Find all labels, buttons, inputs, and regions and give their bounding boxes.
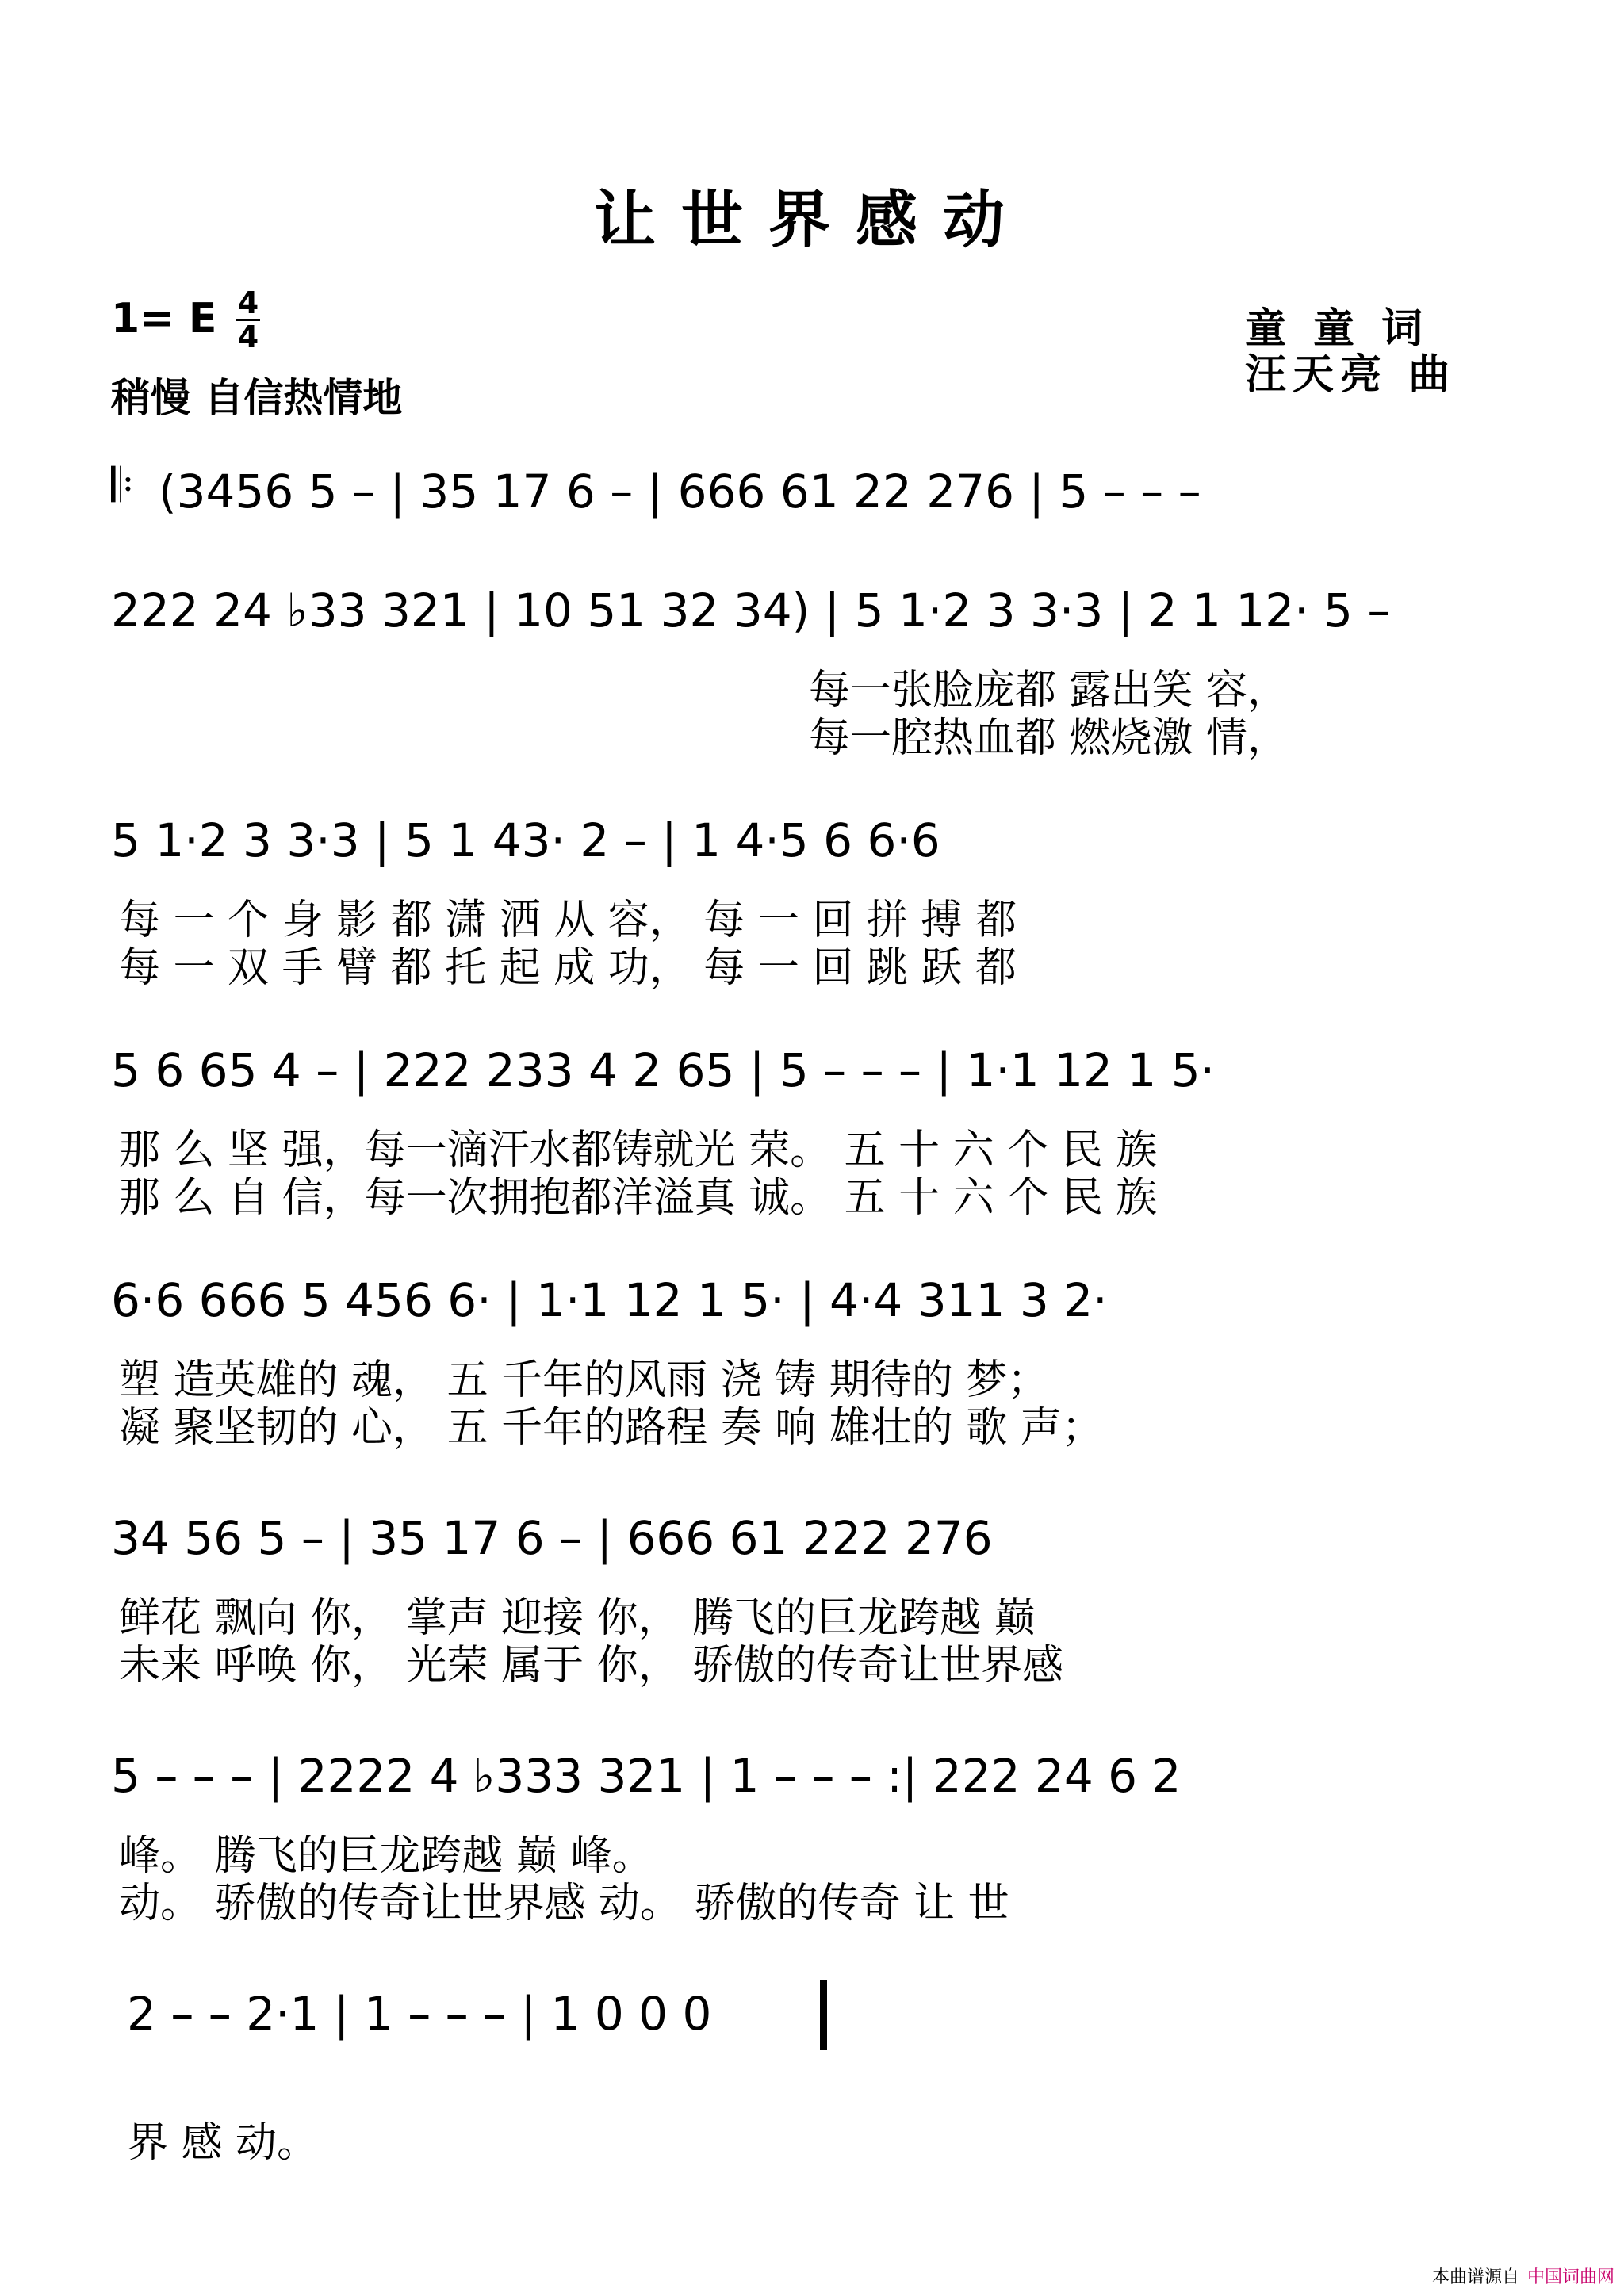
lyricist-credit: 童 童 词 bbox=[1245, 305, 1430, 353]
notation-row-4: 5 6 65 4 – | 222 233 4 2 65 | 5 – – – | 1·1 12 1 5· bbox=[111, 1043, 1216, 1097]
notation-row-1: (3456 5 – | 35 17 6 – | 666 61 22 276 | 5 – – – bbox=[159, 465, 1201, 519]
footer-source-label: 本曲谱源自 bbox=[1431, 2267, 1519, 2287]
notation-row-6: 34 56 5 – | 35 17 6 – | 666 61 222 276 bbox=[111, 1511, 993, 1565]
score-row-7 bbox=[111, 1743, 1459, 1812]
score-row-5 bbox=[111, 1267, 1459, 1337]
lyrics-row-2-verse-1: 每一张脸庞都 露出笑 容， bbox=[809, 667, 1289, 714]
time-sig-bottom: 4 bbox=[237, 320, 259, 354]
key-signature: 1= E bbox=[111, 295, 217, 342]
notation-row-5: 6·6 666 5 456 6· | 1·1 12 1 5· | 4·4 311 3 2· bbox=[111, 1273, 1108, 1327]
lyrics-row-5-verse-2: 凝 聚坚韧的 心， 五 千年的路程 奏 响 雄壮的 歌 声； bbox=[119, 1404, 1103, 1452]
score-row-8 bbox=[111, 1980, 1459, 2050]
time-signature bbox=[236, 287, 260, 353]
lyrics-row-7-verse-2: 动。 骄傲的传奇让世界感 动。 骄傲的传奇 让 世 bbox=[119, 1880, 1009, 1927]
lyrics-row-3-verse-1: 每 一 个 身 影 都 潇 洒 从 容， 每 一 回 拼 搏 都 bbox=[119, 897, 1017, 944]
final-barline bbox=[820, 1980, 827, 2050]
lyrics-row-5-verse-1: 塑 造英雄的 魂， 五 千年的风雨 浇 铸 期待的 梦； bbox=[119, 1357, 1049, 1404]
lyrics-row-4-verse-2: 那 么 自 信，每一次拥抱都洋溢真 诚。 五 十 六 个 民 族 bbox=[119, 1174, 1158, 1222]
source-footer bbox=[1432, 2263, 1614, 2288]
lyrics-row-6-verse-1: 鲜花 飘向 你， 掌声 迎接 你， 腾飞的巨龙跨越 巅 bbox=[119, 1594, 1036, 1642]
lyrics-row-3-verse-2: 每 一 双 手 臂 都 托 起 成 功， 每 一 回 跳 跃 都 bbox=[119, 944, 1017, 992]
final-lyric-line: 界 感 动。 bbox=[127, 2119, 319, 2167]
lyrics-row-6-verse-2: 未来 呼唤 你， 光荣 属于 你， 骄傲的传奇让世界感 bbox=[119, 1642, 1064, 1689]
score-row-2 bbox=[111, 577, 1459, 647]
notation-row-8: 2 – – 2·1 | 1 – – – | 1 0 0 0 bbox=[127, 1987, 712, 2041]
lyrics-row-2-verse-2: 每一腔热血都 燃烧激 情， bbox=[809, 714, 1289, 762]
composer-credit: 汪天亮 曲 bbox=[1245, 351, 1457, 399]
lyrics-row-4-verse-1: 那 么 坚 强，每一滴汗水都铸就光 荣。 五 十 六 个 民 族 bbox=[119, 1127, 1158, 1174]
song-title: 让世界感动 bbox=[593, 185, 1030, 256]
notation-row-7: 5 – – – | 2222 4 ♭333 321 | 1 – – – :| 222 24 6 2 bbox=[111, 1749, 1182, 1803]
repeat-start-sign: 𝄆 bbox=[111, 458, 134, 512]
score-row-6 bbox=[111, 1505, 1459, 1575]
lyrics-row-7-verse-1: 峰。 腾飞的巨龙跨越 巅 峰。 bbox=[119, 1832, 653, 1880]
footer-site-name: 中国词曲网 bbox=[1526, 2267, 1614, 2287]
tempo-marking: 稍慢 自信热情地 bbox=[111, 375, 403, 421]
score-row-3 bbox=[111, 807, 1459, 877]
notation-row-3: 5 1·2 3 3·3 | 5 1 43· 2 – | 1 4·5 6 6·6 bbox=[111, 813, 940, 867]
score-row-4 bbox=[111, 1037, 1459, 1107]
time-sig-top: 4 bbox=[237, 285, 259, 320]
notation-row-2: 222 24 ♭33 321 | 10 51 32 34) | 5 1·2 3 3·3 | 2 1 12· 5 – bbox=[111, 584, 1391, 637]
score-row-1 bbox=[111, 458, 1459, 528]
